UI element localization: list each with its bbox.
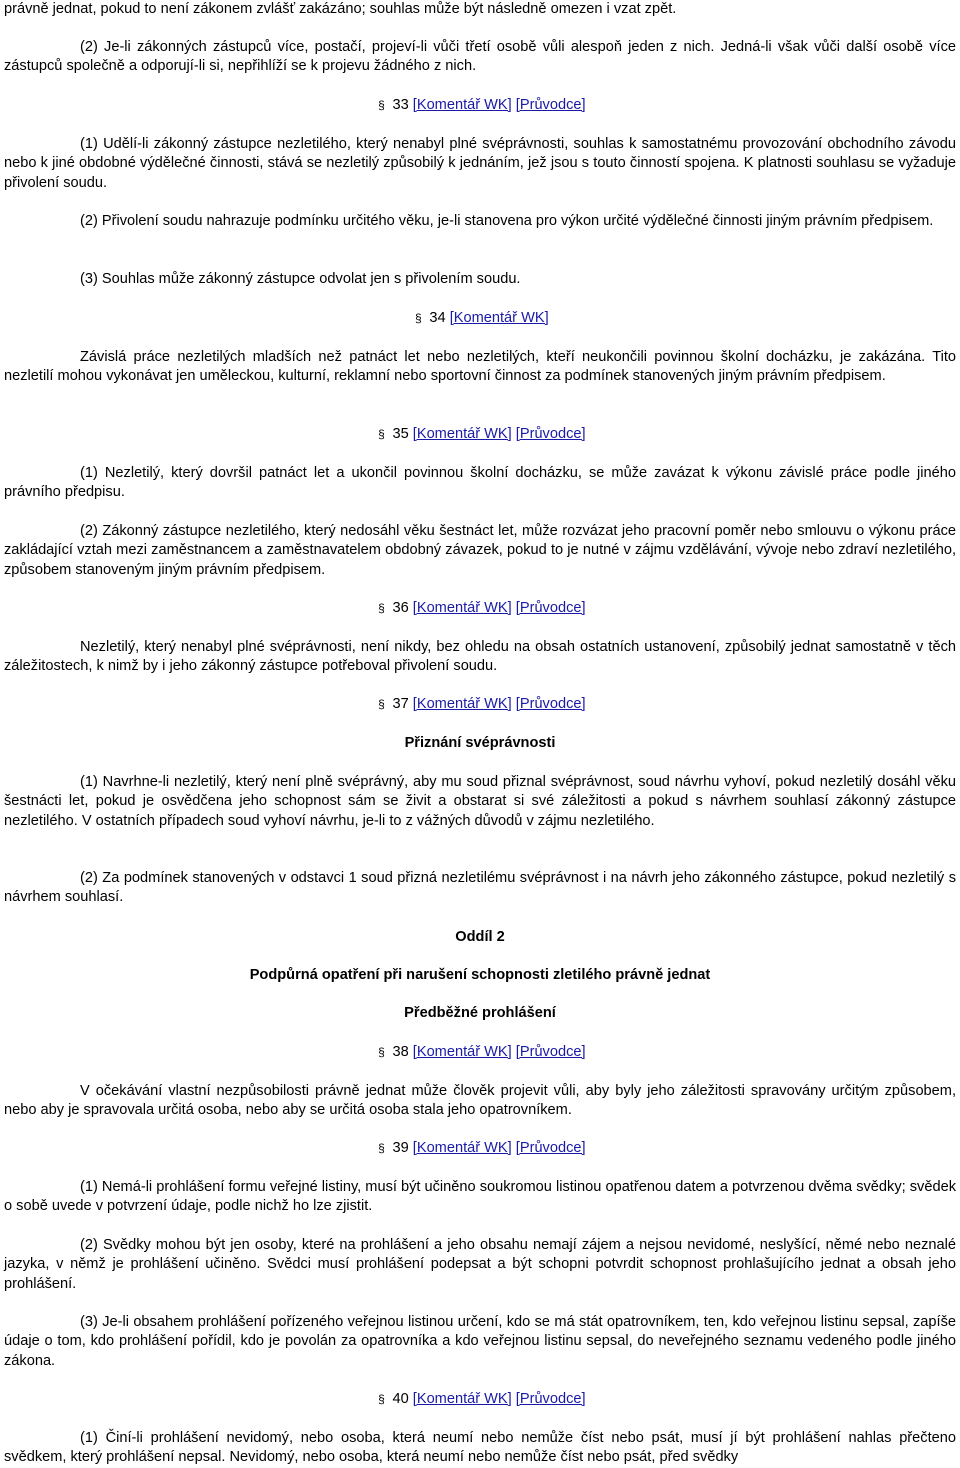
- pruvodce-link[interactable]: [Průvodce]: [515, 1140, 586, 1156]
- heading-predbezne-prohlaseni: Předběžné prohlášení: [404, 1005, 556, 1021]
- paragraph: (1) Činí-li prohlášení nevidomý, nebo osoba, která neumí nebo nemůže číst nebo psát, musí jí být prohlášení nahlas přečteno svědkem, který prohlášení nepsal. Nevidomý, nebo osoba, která neumí nebo nemůže číst nebo psát, před svědky: [4, 1430, 956, 1466]
- paragraph: (3) Souhlas může zákonný zástupce odvolat jen s přivolením soudu.: [80, 271, 521, 287]
- paragraph: Závislá práce nezletilých mladších než patnáct let nebo nezletilých, kteří neukončili povinnou školní docházku, je zakázána. Tito nezletilí mohou vykonávat jen uměleckou, kulturní, reklamní nebo sportovní činnost za podmínek stanovených jiným právním předpisem.: [4, 349, 956, 385]
- pruvodce-link[interactable]: [Průvodce]: [515, 1044, 586, 1060]
- section-sign: §: [378, 98, 385, 112]
- section-sign: §: [415, 311, 422, 325]
- section-sign: §: [378, 1392, 385, 1406]
- komentar-wk-link[interactable]: [Komentář WK]: [412, 97, 512, 113]
- pruvodce-link[interactable]: [Průvodce]: [515, 426, 586, 442]
- paragraph: (1) Navrhne-li nezletilý, který není plně svéprávný, aby mu soud přiznal svéprávnost, soud návrhu vyhoví, pokud nezletilý dosáhl věku šestnácti let, pokud je osvědčena jeho schopnost sám se živit a obstarat si své záležitosti a pokud s návrhem souhlasí zákonný zástupce nezletilého. V ostatních případech soud vyhoví návrhu, je-li to z vážných důvodů v zájmu nezletilého.: [4, 774, 956, 829]
- paragraph: V očekávání vlastní nezpůsobilosti právně jednat může člověk projevit vůli, aby byly jeho záležitosti spravovány určitým způsobem, nebo aby je spravovala určitá osoba, nebo aby se určitá osoba stala jeho opatrovníkem.: [4, 1083, 956, 1119]
- section-heading-33: § 33 [Komentář WK] [Průvodce]: [4, 96, 956, 115]
- komentar-wk-link[interactable]: [Komentář WK]: [412, 696, 512, 712]
- paragraph: (2) Je-li zákonných zástupců více, postačí, projeví-li vůči třetí osobě vůli alespoň jeden z nich. Jedná-li však vůči další osobě více zástupců společně a odporují-li si, nepřihlíží se k projevu žádného z nich.: [4, 39, 956, 75]
- section-sign: §: [378, 1141, 385, 1155]
- section-heading-40: § 40 [Komentář WK] [Průvodce]: [4, 1390, 956, 1409]
- paragraph: (3) Je-li obsahem prohlášení pořízeného veřejnou listinou určení, kdo se má stát opatrovníkem, ten, kdo veřejnou listinu sepsal, zapíše údaje o tom, kdo prohlášení pořídil, kdo je povolán za opatrovníka a kdo veřejnou listinu sepsal, do neveřejného seznamu vedeného podle jiného zákona.: [4, 1314, 956, 1369]
- section-sign: §: [378, 427, 385, 441]
- section-sign: §: [378, 601, 385, 615]
- section-heading-36: § 36 [Komentář WK] [Průvodce]: [4, 599, 956, 618]
- section-heading-34: § 34 [Komentář WK]: [4, 309, 956, 328]
- paragraph: (1) Nezletilý, který dovršil patnáct let a ukončil povinnou školní docházku, se může zavázat k výkonu závislé práce podle jiného právního předpisu.: [4, 465, 956, 501]
- section-heading-35: § 35 [Komentář WK] [Průvodce]: [4, 425, 956, 444]
- paragraph: právně jednat, pokud to není zákonem zvlášť zakázáno; souhlas může být následně omezen i vzat zpět.: [4, 1, 677, 17]
- division-subtitle: Podpůrná opatření při narušení schopnosti zletilého právně jednat: [249, 967, 711, 983]
- komentar-wk-link[interactable]: [Komentář WK]: [412, 426, 512, 442]
- section-heading-38: § 38 [Komentář WK] [Průvodce]: [4, 1043, 956, 1062]
- division-title: Oddíl 2: [455, 929, 505, 945]
- paragraph: (2) Zákonný zástupce nezletilého, který nedosáhl věku šestnáct let, může rozvázat jeho pracovní poměr nebo smlouvu o výkonu práce zakládající vztah mezi zaměstnancem a zaměstnavatelem obdobný závazek, pokud to je nutné v zájmu vzdělávání, vývoje nebo zdraví nezletilého, způsobem stanoveným jiným právním předpisem.: [4, 523, 956, 578]
- komentar-wk-link[interactable]: [Komentář WK]: [412, 1140, 512, 1156]
- komentar-wk-link[interactable]: [Komentář WK]: [412, 600, 512, 616]
- section-heading-37: § 37 [Komentář WK] [Průvodce]: [4, 695, 956, 714]
- section-heading-39: § 39 [Komentář WK] [Průvodce]: [4, 1139, 956, 1158]
- paragraph: (1) Nemá-li prohlášení formu veřejné listiny, musí být učiněno soukromou listinou opatřenou datem a potvrzenou dvěma svědky; svědek o sobě uvede v potvrzení údaje, podle nichž ho lze zjistit.: [4, 1179, 956, 1215]
- pruvodce-link[interactable]: [Průvodce]: [515, 600, 586, 616]
- paragraph: (2) Za podmínek stanovených v odstavci 1 soud přizná nezletilému svéprávnost i na návrh jeho zákonného zástupce, pokud nezletilý s návrhem souhlasí.: [4, 870, 956, 906]
- paragraph: (1) Udělí-li zákonný zástupce nezletilého, který nenabyl plné svéprávnosti, souhlas k samostatnému provozování obchodního závodu nebo k jiné obdobné výdělečné činnosti, stává se nezletilý způsobilý k jednáním, jež jsou s touto činností spojena. K platnosti souhlasu se vyžaduje přivolení soudu.: [4, 136, 956, 191]
- pruvodce-link[interactable]: [Průvodce]: [515, 1391, 586, 1407]
- pruvodce-link[interactable]: [Průvodce]: [515, 97, 586, 113]
- paragraph: (2) Svědky mohou být jen osoby, které na prohlášení a jeho obsahu nemají zájem a nejsou nevidomé, neslyšící, němé nebo neznalé jazyka, v němž je prohlášení učiněno. Svědci musí prohlášení podepsat a být schopni potvrdit schopnost prohlašujícího jednat a obsah jeho prohlášení.: [4, 1237, 956, 1292]
- section-sign: §: [378, 1045, 385, 1059]
- paragraph: (2) Přivolení soudu nahrazuje podmínku určitého věku, je-li stanovena pro výkon určité výdělečné činnosti jiným právním předpisem.: [80, 213, 934, 229]
- heading-priznani-svepravnosti: Přiznání svéprávnosti: [404, 735, 556, 751]
- pruvodce-link[interactable]: [Průvodce]: [515, 696, 586, 712]
- komentar-wk-link[interactable]: [Komentář WK]: [412, 1044, 512, 1060]
- section-sign: §: [378, 697, 385, 711]
- komentar-wk-link[interactable]: [Komentář WK]: [449, 310, 549, 326]
- paragraph: Nezletilý, který nenabyl plné svéprávnosti, není nikdy, bez ohledu na obsah ostatních ustanovení, způsobilý jednat samostatně v těch záležitostech, k nimž by i jeho zákonný zástupce potřeboval přivolení soudu.: [4, 639, 956, 675]
- komentar-wk-link[interactable]: [Komentář WK]: [412, 1391, 512, 1407]
